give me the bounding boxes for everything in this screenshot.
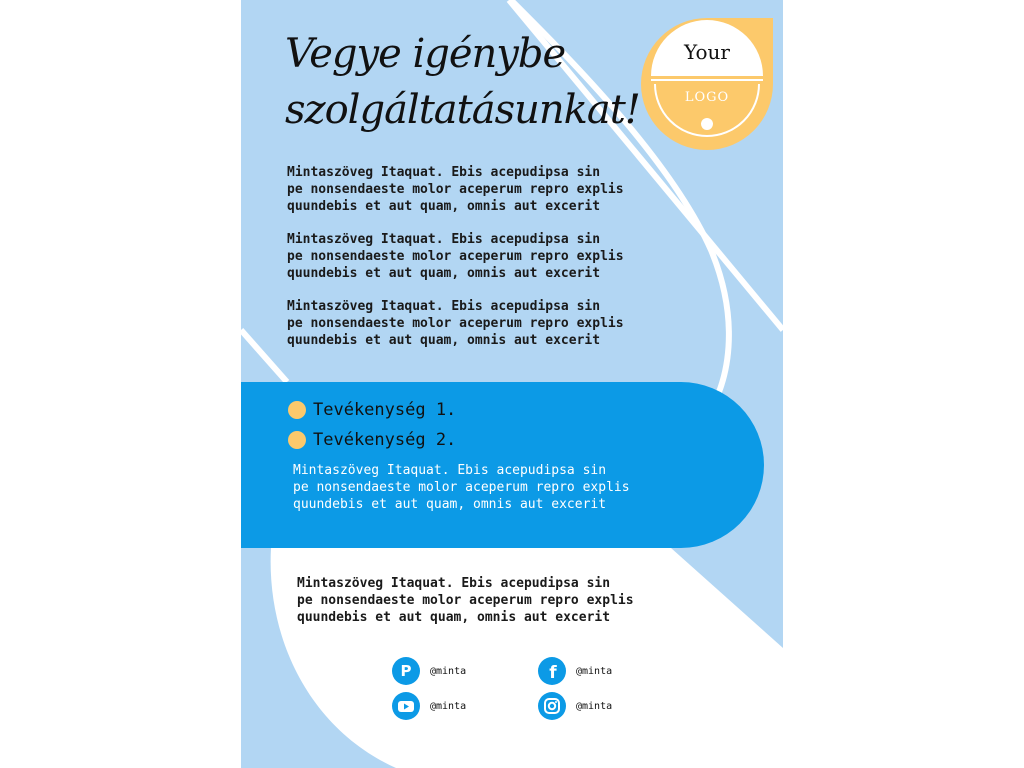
paragraph-line: pe nonsendaeste molor aceperum repro explis — [297, 593, 634, 608]
intro-paragraph-2 — [287, 231, 687, 282]
paragraph-line: pe nonsendaeste molor aceperum repro explis — [287, 182, 624, 197]
paragraph-line: quundebis et aut quam, omnis aut excerit — [297, 610, 611, 625]
band-paragraph — [293, 462, 693, 513]
facebook-icon[interactable] — [538, 657, 566, 685]
paragraph-line: Mintaszöveg Itaquat. Ebis acepudipsa sin — [287, 299, 601, 314]
bottom-paragraph — [297, 575, 697, 626]
youtube-icon[interactable] — [392, 692, 420, 720]
social-handle[interactable]: @minta — [576, 665, 613, 677]
paragraph-line: quundebis et aut quam, omnis aut excerit — [287, 333, 601, 348]
pinterest-icon[interactable] — [392, 657, 420, 685]
logo-text-your: Your — [684, 40, 730, 64]
intro-paragraph-3 — [287, 298, 687, 349]
paragraph-line: pe nonsendaeste molor aceperum repro explis — [293, 480, 630, 495]
svg-text:P: P — [400, 662, 412, 680]
paragraph-line: pe nonsendaeste molor aceperum repro explis — [287, 249, 624, 264]
logo-text-logo: LOGO — [684, 90, 730, 105]
paragraph-line: quundebis et aut quam, omnis aut excerit — [293, 497, 607, 512]
flyer — [241, 0, 783, 768]
bullet-dot-icon — [288, 401, 306, 419]
headline — [285, 26, 640, 138]
activity-label: Tevékenység 1. — [313, 400, 457, 420]
bullet-dot-icon — [288, 431, 306, 449]
social-handle[interactable]: @minta — [430, 700, 467, 712]
social-handle[interactable]: @minta — [576, 700, 613, 712]
activity-item-1 — [288, 398, 456, 422]
paragraph-line: quundebis et aut quam, omnis aut excerit — [287, 266, 601, 281]
paragraph-line: Mintaszöveg Itaquat. Ebis acepudipsa sin — [287, 232, 601, 247]
social-instagram[interactable] — [538, 692, 612, 720]
activity-item-2 — [288, 428, 456, 452]
svg-text:f: f — [549, 663, 557, 680]
instagram-icon[interactable] — [538, 692, 566, 720]
social-facebook[interactable] — [538, 657, 612, 685]
intro-paragraph-1 — [287, 164, 687, 215]
social-pinterest[interactable] — [392, 657, 466, 685]
paragraph-line: quundebis et aut quam, omnis aut excerit — [287, 199, 601, 214]
social-youtube[interactable] — [392, 692, 466, 720]
headline-line-1: Vegye igénybe — [285, 31, 566, 77]
paragraph-line: pe nonsendaeste molor aceperum repro explis — [287, 316, 624, 331]
logo-shape — [641, 18, 773, 150]
headline-line-2: szolgáltatásunkat! — [285, 87, 640, 133]
paragraph-line: Mintaszöveg Itaquat. Ebis acepudipsa sin — [287, 165, 601, 180]
activity-label: Tevékenység 2. — [313, 430, 457, 450]
social-handle[interactable]: @minta — [430, 665, 467, 677]
logo-badge — [641, 18, 773, 150]
paragraph-line: Mintaszöveg Itaquat. Ebis acepudipsa sin — [293, 463, 607, 478]
paragraph-line: Mintaszöveg Itaquat. Ebis acepudipsa sin — [297, 576, 611, 591]
